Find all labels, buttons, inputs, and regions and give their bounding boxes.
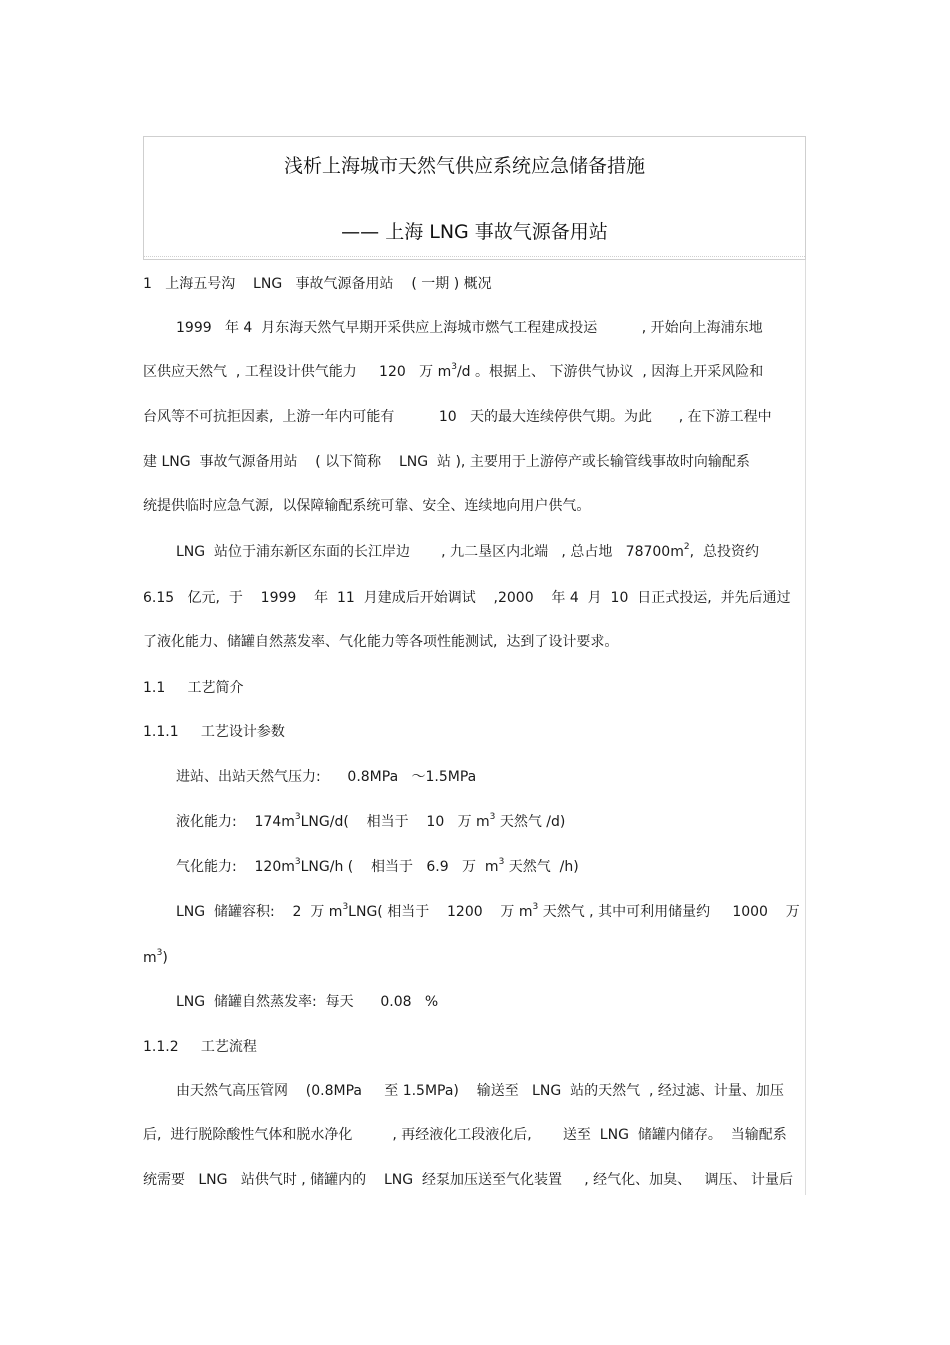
paragraph-1-line-1: 1999 年 4 月东海天然气早期开采供应上海城市燃气工程建成投运 , 开始向上海浦东地 — [176, 320, 763, 336]
paragraph-3-line-3: 统需要 LNG 站供气时 , 储罐内的 LNG 经泵加压送至气化装置 , 经气化、加臭、 调压、 计量后 — [143, 1172, 793, 1188]
section-1-1-1-heading: 1.1.1 工艺设计参数 — [143, 724, 285, 740]
paragraph-1-line-5: 统提供临时应急气源, 以保障输配系统可靠、安全、连续地向用户供气。 — [143, 498, 591, 514]
param-gasification: 气化能力: $120m^3LNG/h$ ( 相当于 6.9 万 $m^3$ 天然气 /h) — [176, 857, 579, 875]
paragraph-2-line-1: LNG 站位于浦东新区东面的长江岸边 , 九二垦区内北端 , 总占地 $78700m^2$, 总投资约 — [176, 542, 759, 560]
paragraph-3-line-1: 由天然气高压管网 (0.8MPa 至 1.5MPa) 输送至 LNG 站的天然气 , 经过滤、计量、加压 — [176, 1083, 784, 1099]
section-1-heading: 1 上海五号沟 LNG 事故气源备用站 ( 一期 ) 概况 — [143, 276, 492, 292]
paragraph-1-line-3: 台风等不可抗拒因素, 上游一年内可能有 10 天的最大连续停供气期。为此 , 在下游工程中 — [143, 409, 772, 425]
paragraph-1-line-4: 建 LNG 事故气源备用站 ( 以下简称 LNG 站 ), 主要用于上游停产或长输管线事故时向输配系 — [143, 454, 750, 470]
paragraph-3-line-2: 后, 进行脱除酸性气体和脱水净化 , 再经液化工段液化后, 送至 LNG 储罐内储存。 当输配系 — [143, 1127, 787, 1143]
title-box — [143, 136, 806, 260]
param-boiloff: LNG 储罐自然蒸发率: 每天 0.08 % — [176, 994, 439, 1010]
right-border-line — [805, 260, 806, 1195]
param-pressure: 进站、出站天然气压力: 0.8MPa ～1.5MPa — [176, 769, 477, 785]
param-tank-volume: LNG 储罐容积: 2 万 $m^3LNG$( 相当于 1200 万 $m^3$ 天然气 , 其中可利用储量约 1000 万 — [176, 902, 800, 920]
section-1-1-heading: 1.1 工艺简介 — [143, 680, 244, 696]
document-subtitle: —— 上海 LNG 事故气源备用站 — [341, 221, 608, 243]
param-liquefaction: 液化能力: $174m^3LNG/d$( 相当于 10 万 $m^3$ 天然气 /d) — [176, 812, 566, 830]
document-title: 浅析上海城市天然气供应系统应急储备措施 — [283, 155, 645, 177]
param-tank-volume-cont: $m^3$) — [143, 948, 168, 966]
paragraph-2-line-3: 了液化能力、储罐自然蒸发率、气化能力等各项性能测试, 达到了设计要求。 — [143, 634, 619, 650]
section-1-1-2-heading: 1.1.2 工艺流程 — [143, 1039, 257, 1055]
paragraph-2-line-2: 6.15 亿元, 于 1999 年 11 月建成后开始调试 ,2000 年 4 月 10 日正式投运, 并先后通过 — [143, 590, 791, 606]
paragraph-1-line-2: 区供应天然气 , 工程设计供气能力 120 万 $m^3/d$ 。根据上、 下游供气协议 , 因海上开采风险和 — [143, 362, 764, 380]
